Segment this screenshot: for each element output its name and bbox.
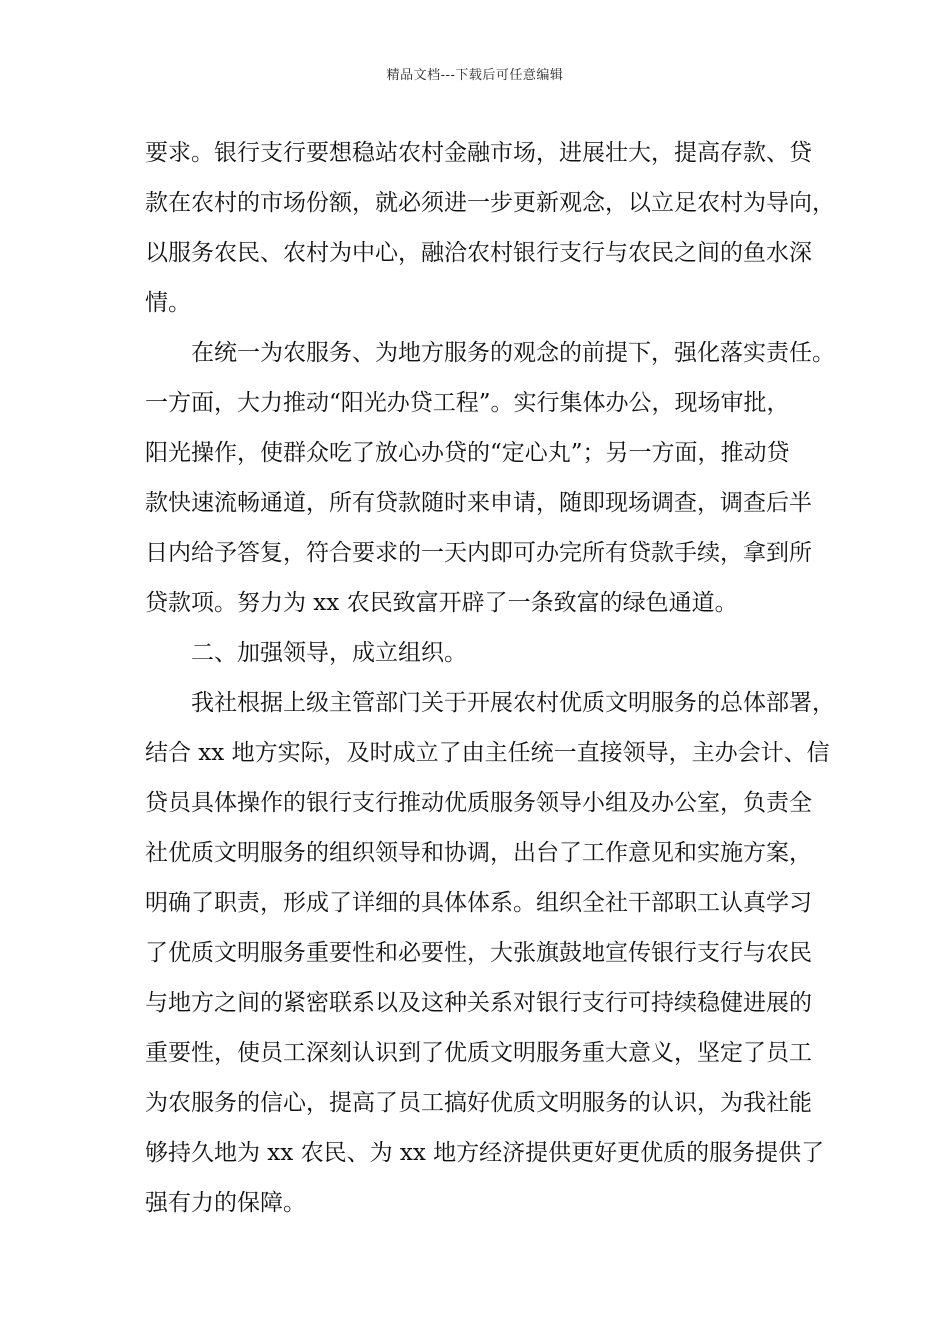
text-line: 情。: [145, 290, 191, 316]
text-line: 结合 xx 地方实际，及时成立了由主任统一直接领导，主办会计、信: [145, 740, 830, 766]
document-body: [145, 128, 835, 1228]
page-header: 精品文档---下载后可任意编辑: [386, 68, 564, 83]
text-line: 款在农村的市场份额，就必须进一步更新观念，以立足农村为导向，: [145, 190, 835, 216]
text-line: 在统一为农服务、为地方服务的观念的前提下，强化落实责任。: [191, 340, 835, 366]
text-line: 阳光操作，使群众吃了放心办贷的“定心丸”；另一方面，推动贷: [145, 440, 790, 466]
text-line: 日内给予答复，符合要求的一天内即可办完所有贷款手续，拿到所: [145, 540, 812, 566]
text-line: 以服务农民、农村为中心，融洽农村银行支行与农民之间的鱼水深: [145, 240, 812, 266]
text-line: 一方面，大力推动“阳光办贷工程”。实行集体办公，现场审批，: [145, 390, 790, 416]
text-line: 款快速流畅通道，所有贷款随时来申请，随即现场调查，调查后半: [145, 490, 812, 516]
text-line: 够持久地为 xx 农民、为 xx 地方经济提供更好更优质的服务提供了: [145, 1140, 825, 1166]
section-heading: 二、加强领导，成立组织。: [191, 640, 467, 666]
text-line: 明确了职责，形成了详细的具体体系。组织全社干部职工认真学习: [145, 890, 812, 916]
text-line: 我社根据上级主管部门关于开展农村优质文明服务的总体部署，: [191, 690, 835, 716]
text-line: 与地方之间的紧密联系以及这种关系对银行支行可持续稳健进展的: [145, 990, 812, 1016]
text-line: 为农服务的信心，提高了员工搞好优质文明服务的认识，为我社能: [145, 1090, 812, 1116]
text-line: 要求。银行支行要想稳站农村金融市场，进展壮大，提高存款、贷: [145, 140, 812, 166]
text-line: 了优质文明服务重要性和必要性，大张旗鼓地宣传银行支行与农民: [145, 940, 812, 966]
text-line: 社优质文明服务的组织领导和协调，出台了工作意见和实施方案，: [145, 840, 812, 866]
text-line: 强有力的保障。: [145, 1190, 306, 1216]
text-line: 重要性，使员工深刻认识到了优质文明服务重大意义，坚定了员工: [145, 1040, 812, 1066]
text-line: 贷员具体操作的银行支行推动优质服务领导小组及办公室，负责全: [145, 790, 812, 816]
text-line: 贷款项。努力为 xx 农民致富开辟了一条致富的绿色通道。: [145, 590, 738, 616]
